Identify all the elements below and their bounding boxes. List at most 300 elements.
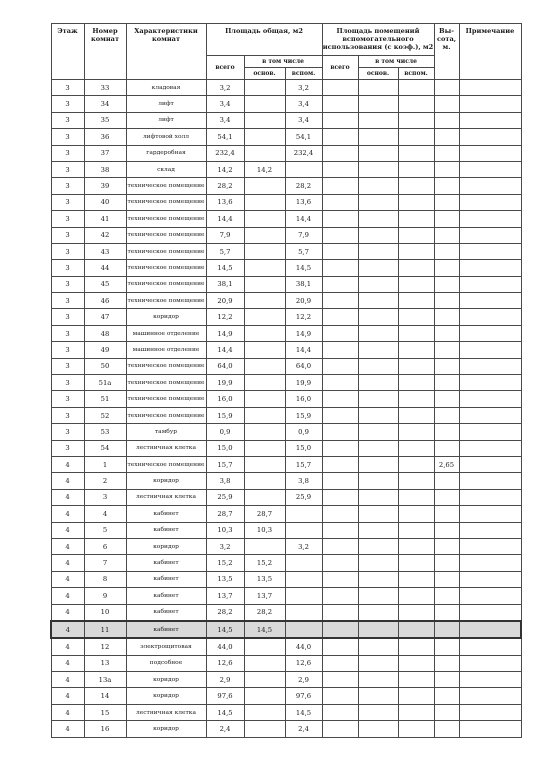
cell-area-main <box>244 473 285 489</box>
cell-area-total: 54,1 <box>206 129 244 145</box>
cell-room-name: электрощитовая <box>126 638 206 655</box>
cell-height <box>434 276 459 292</box>
cell-height <box>434 506 459 522</box>
cell-aux-total <box>322 293 358 309</box>
cell-height <box>434 672 459 688</box>
cell-aux-aux <box>398 194 434 210</box>
cell-note <box>459 358 521 374</box>
table-row[interactable] <box>51 243 521 259</box>
cell-aux-total <box>322 621 358 638</box>
cell-aux-total <box>322 194 358 210</box>
cell-aux-main <box>358 325 398 341</box>
cell-area-total: 20,9 <box>206 293 244 309</box>
cell-aux-total <box>322 80 358 96</box>
cell-aux-main <box>358 145 398 161</box>
cell-aux-main <box>358 440 398 456</box>
cell-area-total: 14,4 <box>206 342 244 358</box>
cell-area-main <box>244 704 285 720</box>
table-row[interactable] <box>51 473 521 489</box>
cell-note <box>459 194 521 210</box>
cell-area-aux: 15,0 <box>285 440 322 456</box>
table-row[interactable] <box>51 80 521 96</box>
cell-room-name: техническое помещение <box>126 260 206 276</box>
cell-room-number: 13а <box>84 672 126 688</box>
table-row[interactable] <box>51 424 521 440</box>
cell-aux-aux <box>398 621 434 638</box>
table-row[interactable] <box>51 211 521 227</box>
cell-aux-aux <box>398 424 434 440</box>
table-row[interactable] <box>51 145 521 161</box>
cell-height <box>434 161 459 177</box>
cell-area-total: 28,7 <box>206 506 244 522</box>
cell-room-name: техническое помещение <box>126 407 206 423</box>
cell-area-main: 13,7 <box>244 588 285 604</box>
cell-area-aux: 0,9 <box>285 424 322 440</box>
cell-area-main <box>244 456 285 472</box>
cell-room-name: коридор <box>126 688 206 704</box>
cell-aux-aux <box>398 161 434 177</box>
table-row[interactable] <box>51 571 521 587</box>
cell-room-number: 1 <box>84 456 126 472</box>
cell-floor: 3 <box>51 96 84 112</box>
cell-aux-aux <box>398 506 434 522</box>
cell-aux-total <box>322 391 358 407</box>
cell-area-main <box>244 489 285 505</box>
cell-floor: 3 <box>51 260 84 276</box>
cell-area-main <box>244 178 285 194</box>
cell-area-total: 13,6 <box>206 194 244 210</box>
cell-area-aux: 19,9 <box>285 375 322 391</box>
cell-area-total: 3,4 <box>206 112 244 128</box>
cell-room-name: техническое помещение <box>126 178 206 194</box>
cell-floor: 3 <box>51 325 84 341</box>
table-row[interactable] <box>51 588 521 604</box>
cell-area-aux: 38,1 <box>285 276 322 292</box>
cell-floor: 4 <box>51 555 84 571</box>
cell-aux-total <box>322 538 358 554</box>
cell-room-name: коридор <box>126 309 206 325</box>
table-row[interactable] <box>51 489 521 505</box>
cell-note <box>459 672 521 688</box>
cell-area-aux: 13,6 <box>285 194 322 210</box>
cell-aux-total <box>322 161 358 177</box>
table-row[interactable] <box>51 96 521 112</box>
cell-room-name: лифт <box>126 112 206 128</box>
cell-room-number: 43 <box>84 243 126 259</box>
cell-aux-aux <box>398 555 434 571</box>
table-row[interactable] <box>51 655 521 671</box>
cell-floor: 4 <box>51 473 84 489</box>
cell-note <box>459 112 521 128</box>
table-row[interactable] <box>51 604 521 621</box>
cell-height <box>434 555 459 571</box>
cell-height <box>434 145 459 161</box>
table-row[interactable] <box>51 194 521 210</box>
cell-room-number: 15 <box>84 704 126 720</box>
cell-aux-aux <box>398 293 434 309</box>
cell-area-total: 28,2 <box>206 178 244 194</box>
cell-room-number: 38 <box>84 161 126 177</box>
cell-aux-main <box>358 80 398 96</box>
table-row[interactable] <box>51 522 521 538</box>
cell-aux-total <box>322 112 358 128</box>
cell-aux-main <box>358 489 398 505</box>
cell-area-main <box>244 96 285 112</box>
cell-aux-total <box>322 243 358 259</box>
cell-floor: 3 <box>51 178 84 194</box>
cell-floor: 4 <box>51 721 84 737</box>
cell-floor: 3 <box>51 194 84 210</box>
cell-room-number: 41 <box>84 211 126 227</box>
cell-aux-aux <box>398 704 434 720</box>
cell-aux-total <box>322 704 358 720</box>
cell-room-number: 2 <box>84 473 126 489</box>
cell-floor: 4 <box>51 571 84 587</box>
cell-room-name: кабинет <box>126 522 206 538</box>
cell-aux-aux <box>398 604 434 621</box>
cell-aux-aux <box>398 145 434 161</box>
cell-area-aux: 14,9 <box>285 325 322 341</box>
cell-area-aux <box>285 522 322 538</box>
cell-area-main <box>244 391 285 407</box>
cell-note <box>459 309 521 325</box>
cell-room-number: 35 <box>84 112 126 128</box>
cell-area-aux: 3,2 <box>285 80 322 96</box>
cell-area-aux: 16,0 <box>285 391 322 407</box>
cell-area-aux: 2,9 <box>285 672 322 688</box>
table-row[interactable] <box>51 704 521 720</box>
cell-floor: 3 <box>51 161 84 177</box>
cell-area-main <box>244 721 285 737</box>
cell-floor: 3 <box>51 243 84 259</box>
cell-aux-aux <box>398 276 434 292</box>
cell-aux-aux <box>398 358 434 374</box>
header-height: Вы- сота, м. <box>434 24 459 80</box>
table-row[interactable] <box>51 342 521 358</box>
cell-note <box>459 325 521 341</box>
cell-room-number: 46 <box>84 293 126 309</box>
cell-aux-total <box>322 178 358 194</box>
cell-height <box>434 260 459 276</box>
cell-aux-main <box>358 473 398 489</box>
cell-room-name: техническое помещение <box>126 456 206 472</box>
cell-floor: 3 <box>51 309 84 325</box>
cell-area-total: 28,2 <box>206 604 244 621</box>
cell-area-total: 38,1 <box>206 276 244 292</box>
cell-floor: 4 <box>51 506 84 522</box>
cell-room-name: кабинет <box>126 604 206 621</box>
cell-aux-total <box>322 227 358 243</box>
cell-area-total: 25,9 <box>206 489 244 505</box>
table-row[interactable] <box>51 178 521 194</box>
cell-area-total: 14,5 <box>206 621 244 638</box>
cell-height <box>434 621 459 638</box>
cell-aux-main <box>358 522 398 538</box>
cell-aux-aux <box>398 473 434 489</box>
cell-area-total: 15,9 <box>206 407 244 423</box>
table-row[interactable] <box>51 375 521 391</box>
table-row[interactable] <box>51 309 521 325</box>
cell-area-total: 97,6 <box>206 688 244 704</box>
cell-area-main <box>244 358 285 374</box>
cell-floor: 3 <box>51 375 84 391</box>
cell-aux-main <box>358 358 398 374</box>
cell-aux-main <box>358 688 398 704</box>
cell-room-name: коридор <box>126 473 206 489</box>
cell-area-aux: 5,7 <box>285 243 322 259</box>
header-aux-aux: вспом. <box>398 68 434 80</box>
header-room-number: Номер комнат <box>84 24 126 80</box>
header-note: Примечание <box>459 24 521 80</box>
table-row[interactable] <box>51 555 521 571</box>
cell-floor: 3 <box>51 227 84 243</box>
cell-aux-aux <box>398 80 434 96</box>
cell-height <box>434 211 459 227</box>
cell-area-total: 7,9 <box>206 227 244 243</box>
cell-note <box>459 721 521 737</box>
cell-floor: 4 <box>51 538 84 554</box>
cell-area-main <box>244 145 285 161</box>
cell-area-main: 14,5 <box>244 621 285 638</box>
cell-area-main <box>244 325 285 341</box>
cell-aux-main <box>358 538 398 554</box>
table-row[interactable] <box>51 688 521 704</box>
header-total-including: в том числе <box>244 56 322 68</box>
cell-height <box>434 424 459 440</box>
cell-room-number: 4 <box>84 506 126 522</box>
cell-aux-total <box>322 260 358 276</box>
cell-floor: 3 <box>51 129 84 145</box>
table-row[interactable] <box>51 672 521 688</box>
cell-aux-aux <box>398 325 434 341</box>
cell-area-aux <box>285 161 322 177</box>
table-row[interactable] <box>51 506 521 522</box>
cell-room-name: техническое помещение <box>126 293 206 309</box>
table-row[interactable] <box>51 391 521 407</box>
cell-note <box>459 456 521 472</box>
header-area-auxiliary: Площадь помещений вспомогательного использования (с коэф.), м2 <box>322 24 434 56</box>
cell-area-aux: 64,0 <box>285 358 322 374</box>
cell-note <box>459 440 521 456</box>
cell-height <box>434 704 459 720</box>
header-aux-including: в том числе <box>358 56 434 68</box>
cell-room-number: 51а <box>84 375 126 391</box>
cell-area-main <box>244 243 285 259</box>
cell-room-name: лифтовой холл <box>126 129 206 145</box>
cell-area-total: 14,4 <box>206 211 244 227</box>
cell-area-main <box>244 638 285 655</box>
table-row[interactable] <box>51 440 521 456</box>
cell-note <box>459 473 521 489</box>
cell-area-aux: 54,1 <box>285 129 322 145</box>
cell-aux-aux <box>398 456 434 472</box>
cell-room-name: тамбур <box>126 424 206 440</box>
cell-area-main: 13,5 <box>244 571 285 587</box>
cell-height <box>434 571 459 587</box>
table-row[interactable] <box>51 621 521 638</box>
header-room-description: Характеристики комнат <box>126 24 206 80</box>
table-row[interactable] <box>51 161 521 177</box>
cell-room-name: техническое помещение <box>126 243 206 259</box>
cell-height <box>434 227 459 243</box>
cell-area-total: 2,4 <box>206 721 244 737</box>
cell-aux-main <box>358 260 398 276</box>
cell-room-number: 34 <box>84 96 126 112</box>
cell-height <box>434 129 459 145</box>
cell-aux-total <box>322 342 358 358</box>
cell-height <box>434 243 459 259</box>
table-row[interactable] <box>51 260 521 276</box>
cell-height <box>434 112 459 128</box>
cell-note <box>459 555 521 571</box>
cell-aux-main <box>358 211 398 227</box>
cell-height <box>434 655 459 671</box>
cell-room-number: 50 <box>84 358 126 374</box>
cell-room-name: гардеробная <box>126 145 206 161</box>
cell-area-total: 13,7 <box>206 588 244 604</box>
cell-area-total: 12,2 <box>206 309 244 325</box>
table-row[interactable] <box>51 358 521 374</box>
cell-area-aux <box>285 555 322 571</box>
cell-room-number: 48 <box>84 325 126 341</box>
cell-area-aux <box>285 506 322 522</box>
table-row[interactable] <box>51 227 521 243</box>
cell-room-name: кладовая <box>126 80 206 96</box>
cell-note <box>459 688 521 704</box>
cell-area-total: 64,0 <box>206 358 244 374</box>
cell-aux-main <box>358 424 398 440</box>
cell-area-total: 14,5 <box>206 260 244 276</box>
cell-aux-total <box>322 325 358 341</box>
cell-floor: 4 <box>51 522 84 538</box>
cell-room-number: 8 <box>84 571 126 587</box>
table-row[interactable] <box>51 538 521 554</box>
cell-area-main <box>244 112 285 128</box>
cell-area-total: 19,9 <box>206 375 244 391</box>
cell-aux-total <box>322 309 358 325</box>
cell-room-number: 40 <box>84 194 126 210</box>
cell-aux-aux <box>398 112 434 128</box>
cell-aux-total <box>322 375 358 391</box>
cell-aux-main <box>358 178 398 194</box>
cell-height <box>434 358 459 374</box>
cell-note <box>459 506 521 522</box>
table-row[interactable] <box>51 325 521 341</box>
cell-room-name: склад <box>126 161 206 177</box>
cell-area-main <box>244 424 285 440</box>
cell-area-main: 14,2 <box>244 161 285 177</box>
table-row[interactable] <box>51 293 521 309</box>
cell-area-aux: 14,5 <box>285 704 322 720</box>
header-aux-main: основ. <box>358 68 398 80</box>
cell-aux-total <box>322 588 358 604</box>
cell-aux-aux <box>398 96 434 112</box>
cell-floor: 4 <box>51 672 84 688</box>
cell-aux-total <box>322 506 358 522</box>
cell-area-main <box>244 276 285 292</box>
cell-room-number: 37 <box>84 145 126 161</box>
cell-aux-aux <box>398 672 434 688</box>
cell-aux-main <box>358 407 398 423</box>
cell-area-total: 3,4 <box>206 96 244 112</box>
cell-floor: 4 <box>51 655 84 671</box>
cell-aux-total <box>322 440 358 456</box>
cell-room-number: 52 <box>84 407 126 423</box>
cell-note <box>459 178 521 194</box>
table-row[interactable] <box>51 276 521 292</box>
cell-aux-main <box>358 655 398 671</box>
cell-height <box>434 588 459 604</box>
cell-aux-aux <box>398 588 434 604</box>
table-row[interactable] <box>51 721 521 737</box>
table-row[interactable] <box>51 638 521 655</box>
cell-aux-aux <box>398 342 434 358</box>
cell-note <box>459 522 521 538</box>
cell-note <box>459 211 521 227</box>
cell-height <box>434 309 459 325</box>
cell-aux-main <box>358 243 398 259</box>
table-row[interactable] <box>51 407 521 423</box>
cell-note <box>459 96 521 112</box>
table-row[interactable] <box>51 456 521 472</box>
cell-note <box>459 161 521 177</box>
cell-floor: 4 <box>51 688 84 704</box>
cell-room-number: 49 <box>84 342 126 358</box>
cell-area-total: 15,0 <box>206 440 244 456</box>
cell-room-name: кабинет <box>126 555 206 571</box>
cell-area-aux: 15,7 <box>285 456 322 472</box>
table-row[interactable] <box>51 112 521 128</box>
cell-aux-main <box>358 129 398 145</box>
cell-area-main: 28,2 <box>244 604 285 621</box>
cell-floor: 3 <box>51 80 84 96</box>
cell-aux-aux <box>398 309 434 325</box>
cell-floor: 3 <box>51 391 84 407</box>
cell-aux-total <box>322 211 358 227</box>
cell-room-number: 36 <box>84 129 126 145</box>
cell-area-total: 10,3 <box>206 522 244 538</box>
cell-note <box>459 489 521 505</box>
cell-area-main <box>244 688 285 704</box>
cell-note <box>459 293 521 309</box>
cell-floor: 3 <box>51 276 84 292</box>
cell-room-number: 3 <box>84 489 126 505</box>
table-row[interactable] <box>51 129 521 145</box>
cell-room-number: 33 <box>84 80 126 96</box>
cell-room-name: техническое помещение <box>126 391 206 407</box>
cell-height <box>434 178 459 194</box>
cell-aux-main <box>358 112 398 128</box>
cell-floor: 3 <box>51 407 84 423</box>
cell-room-number: 5 <box>84 522 126 538</box>
cell-area-total: 232,4 <box>206 145 244 161</box>
cell-area-aux: 14,5 <box>285 260 322 276</box>
cell-note <box>459 538 521 554</box>
header-aux-all: всего <box>322 56 358 80</box>
cell-area-main <box>244 375 285 391</box>
header-total-all: всего <box>206 56 244 80</box>
cell-floor: 3 <box>51 424 84 440</box>
cell-aux-total <box>322 407 358 423</box>
cell-aux-main <box>358 227 398 243</box>
cell-aux-main <box>358 194 398 210</box>
cell-height <box>434 391 459 407</box>
cell-aux-aux <box>398 227 434 243</box>
cell-area-main <box>244 227 285 243</box>
cell-floor: 3 <box>51 112 84 128</box>
cell-area-main <box>244 655 285 671</box>
cell-note <box>459 276 521 292</box>
